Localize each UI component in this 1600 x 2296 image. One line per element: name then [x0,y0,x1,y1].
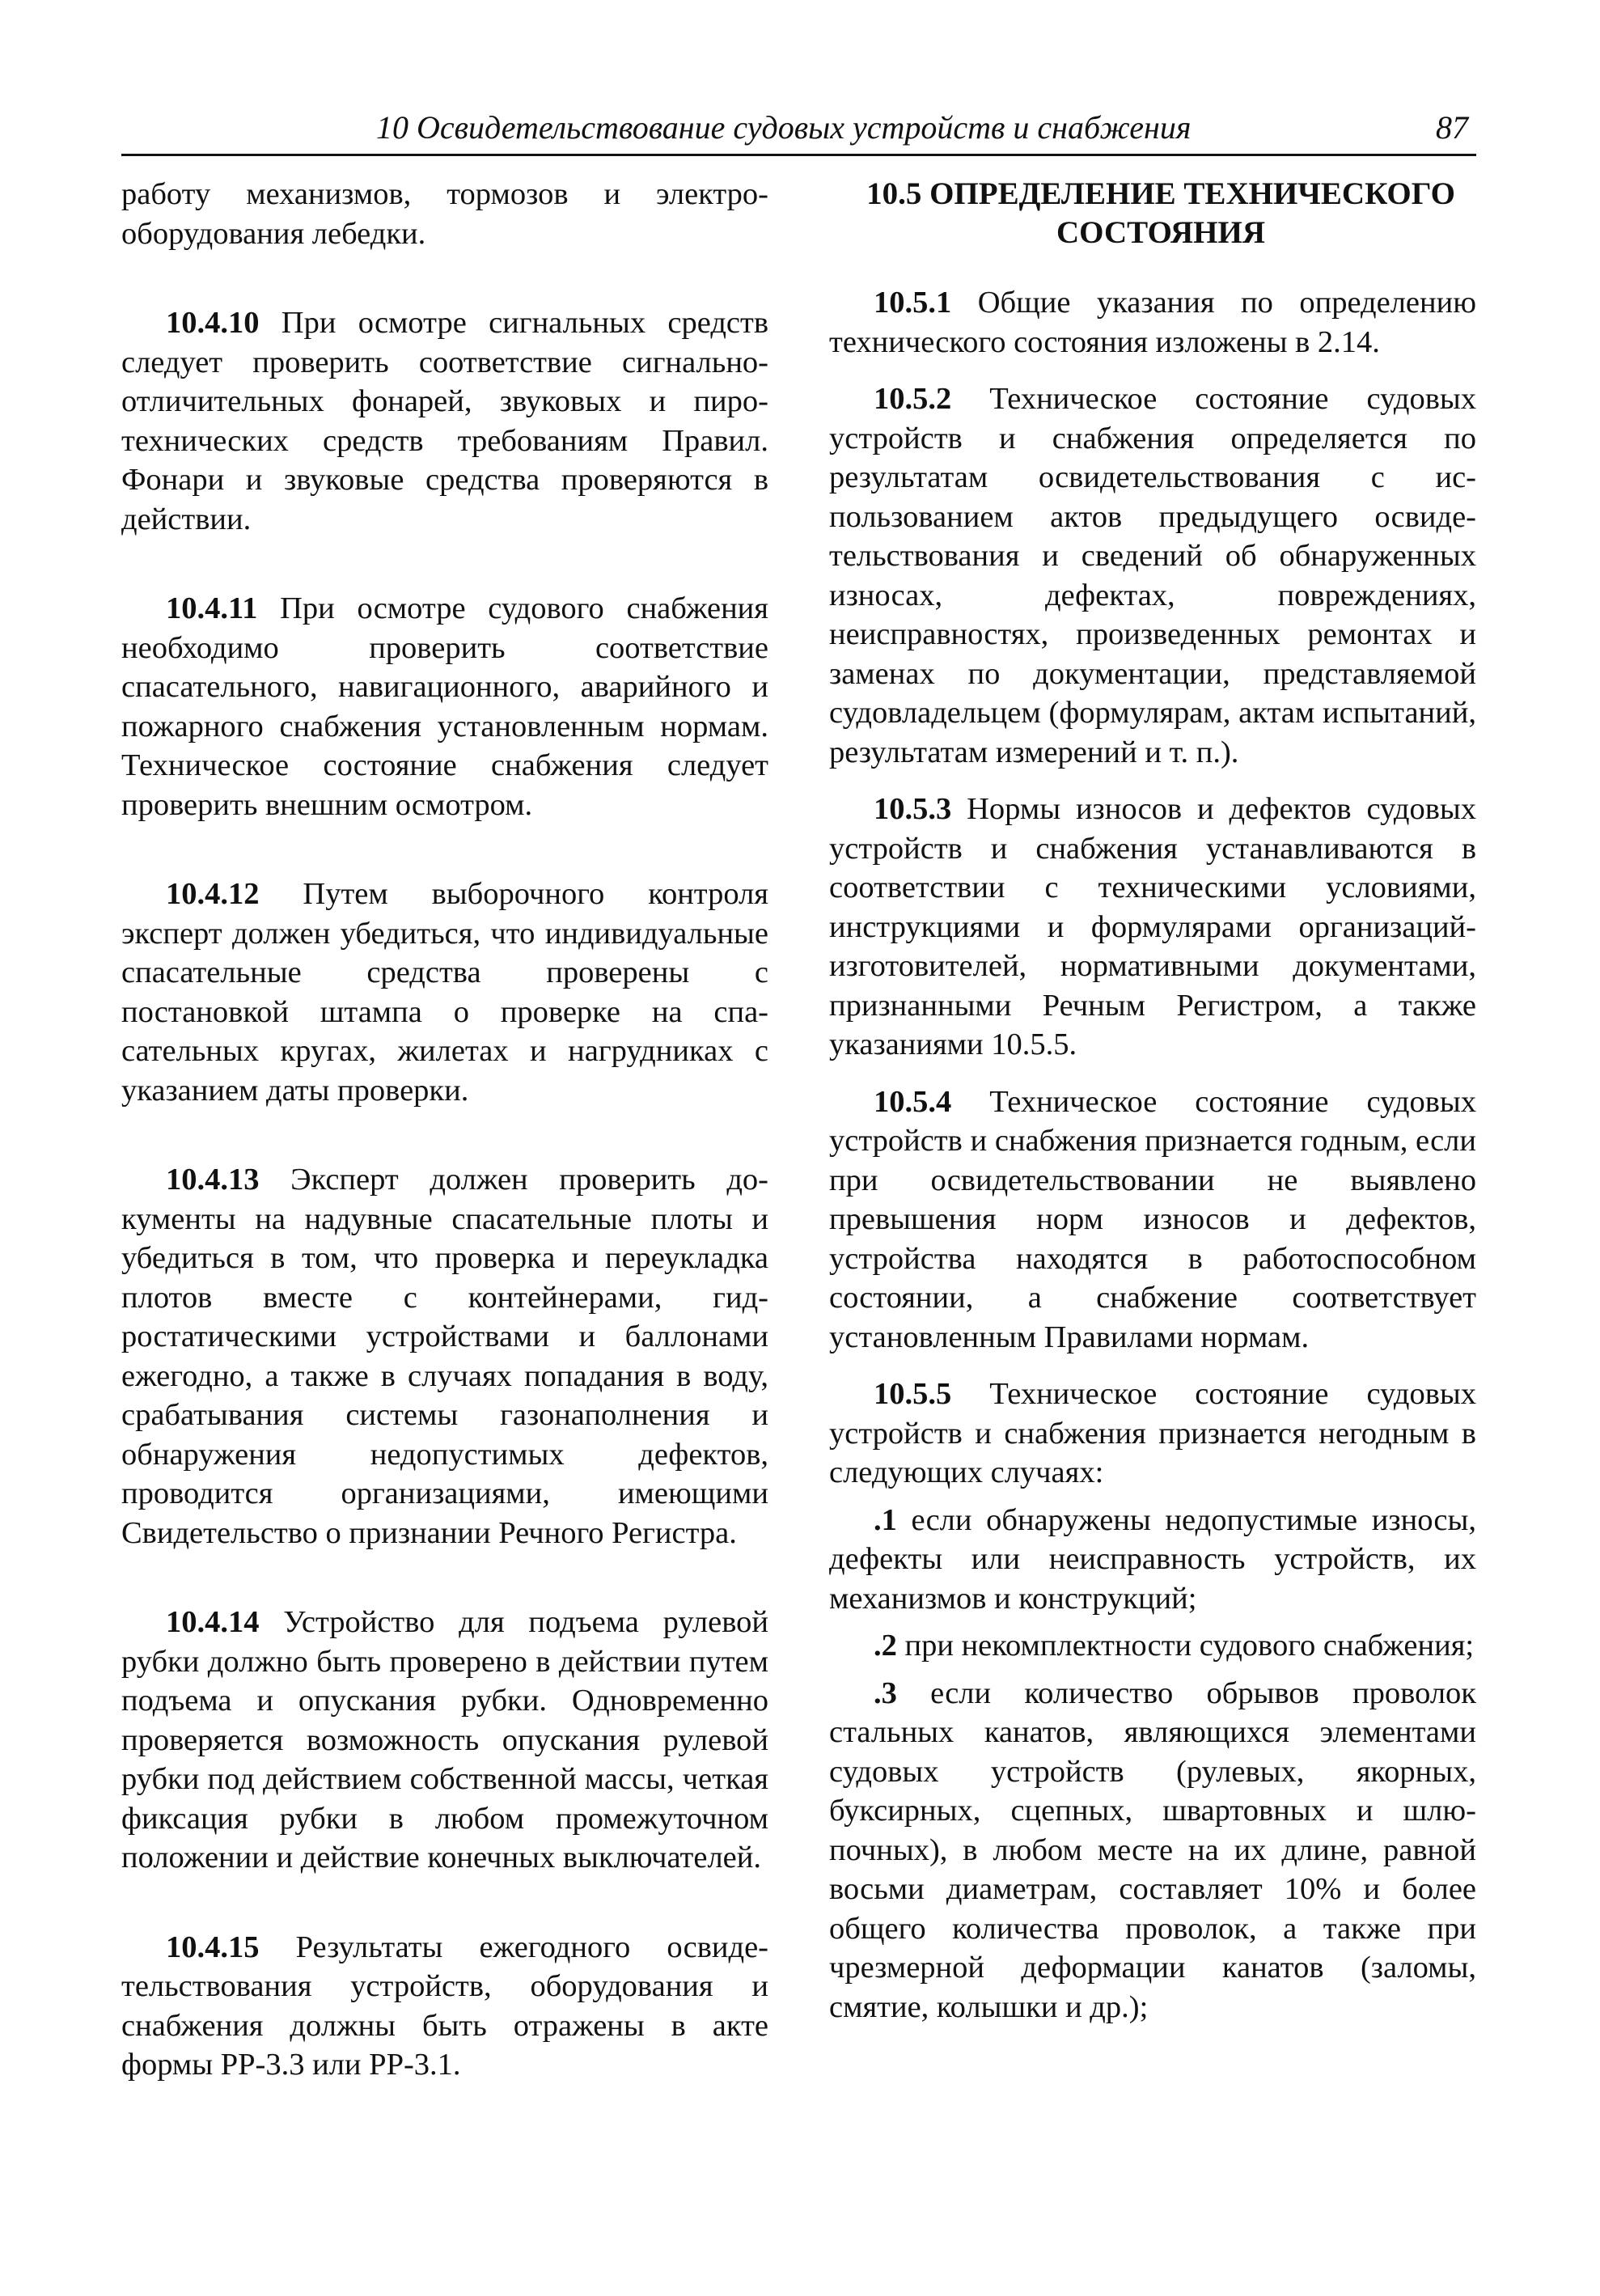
section-title [829,175,1476,252]
paragraph-text: Устройство для подъема рулевой рубки должно быть проверено в действии путем подъема и опускания рубки. Одновременно проверяется возможность опускания рулевой рубки под действием собственной массы, четкая фиксация рубки в любом промежуточном положении и действие конечных выключателей. [121,1605,768,1875]
paragraph-number: 10.4.14 [166,1605,260,1639]
paragraph-number: 10.5.4 [874,1084,952,1119]
item-text: при некомплектности судового снабжения; [896,1629,1475,1663]
two-column-body [121,175,1476,2085]
paragraph-10-4-11 [121,589,768,824]
page-number: 87 [1436,109,1468,146]
paragraph-text: Техническое состояние судовых устройств и снабжения признается годным, если при освидетельствовании не выявлено превышения норм износов и дефектов, устройства находятся в работоспособном состоянии, а снабжение соответствует установленным Правилами нормам. [829,1084,1476,1354]
paragraph-text: Эксперт должен проверить документы на надувные спасательные плоты и убедиться в том, что проверка и переукладка плотов вместе с контейнерами, гидростатическими устройствами и баллонами ежегодно, а также в случаях попадания в воду, срабатывания системы газонаполнения и обнаружения недопустимых дефектов, проводится организациями, имеющими Свидетельство о признании Речного Регистра. [121,1163,768,1550]
paragraph-10-4-13 [121,1160,768,1553]
paragraph-text: При осмотре сигнальных средств следует проверить соответствие сигнально-отличительных фонарей, звуковых и пиротехнических средств требованиям Правил. Фонари и звуковые средства проверяются в действии. [121,306,768,536]
paragraph-10-4-12 [121,875,768,1110]
document-page [121,105,1476,2192]
paragraph-number: 10.5.5 [874,1377,952,1411]
paragraph-text: Результаты ежегодного освидетельствования устройств, оборудования и снабжения должны быть отражены в акте формы РР-3.3 или РР-3.1. [121,1930,768,2082]
paragraph-text: Техническое состояние судовых устройств и снабжения определяется по результатам освидетельствования с использованием актов предыдущего освидетельствования и сведений об обнаруженных износах, дефектах, повреждениях, неисправностях, произведенных ремонтах и заменах по документации, представляемой судовладельцем (формулярам, актам испытаний, результатам измерений и т. п.). [829,382,1476,769]
paragraph-10-4-14 [121,1603,768,1878]
left-column [121,175,768,2085]
paragraph-10-4-15 [121,1928,768,2085]
paragraph-10-5-3 [829,790,1476,1065]
paragraph-10-5-1 [829,283,1476,362]
item-number: .2 [874,1629,897,1663]
paragraph-number: 10.4.11 [166,591,258,625]
paragraph-text: Путем выборочного контроля эксперт должен убедиться, что индивидуальные спасательные средства проверены с постановкой штампа о проверке на спасательных кругах, жилетах и нагрудниках с указанием даты проверки. [121,877,768,1108]
item-number: .1 [874,1502,897,1537]
paragraph-10-5-5 [829,1375,1476,1493]
list-item [829,1674,1476,2027]
paragraph-number: 10.4.12 [166,877,260,911]
paragraph-number: 10.5.1 [874,286,952,320]
paragraph-10-5-4 [829,1082,1476,1358]
paragraph-number: 10.4.15 [166,1930,260,1964]
paragraph-number: 10.5.2 [874,382,952,416]
item-text: если обнаружены недопустимые износы, дефекты или неисправность устройств, их механизмов и конструкций; [829,1502,1476,1616]
list-item [829,1501,1476,1619]
header-title: 10 Освидетельствование судовых устройств и снабжения [376,109,1192,146]
item-number: .3 [874,1675,897,1710]
paragraph-text: Общие указания по определению технического состояния изложены в 2.14. [829,286,1476,359]
paragraph-10-5-2 [829,379,1476,772]
section-title-line1: 10.5 ОПРЕДЕЛЕНИЕ ТЕХНИЧЕСКОГО [866,176,1455,211]
continued-text: работу механизмов, тормозов и электрооборудования лебедки. [121,177,768,251]
paragraph-10-4-10 [121,303,768,539]
right-column [829,175,1476,2085]
item-text: если количество обрывов проволок стальных канатов, являющихся элементами судовых устройств (рулевых, якорных, буксирных, сцепных, швартовных и шлюпочных), в любом месте на их длине, равной восьми диаметрам, составляет 10% и более общего количества проволок, а также при чрезмерной деформации канатов (заломы, смятие, колышки и др.); [829,1675,1476,2024]
paragraph-number: 10.4.10 [166,306,260,340]
running-header [121,105,1476,156]
paragraph-text: Техническое состояние судовых устройств и снабжения признается негодным в следующих случаях: [829,1377,1476,1489]
paragraph-number: 10.4.13 [166,1163,260,1197]
list-item [829,1626,1476,1666]
section-title-line2: СОСТОЯНИЯ [1056,215,1266,250]
paragraph-number: 10.5.3 [874,792,952,826]
paragraph-text: При осмотре судового снабжения необходимо проверить соответствие спасательного, навигационного, аварийного и пожарного снабжения установленным нормам. Техническое состояние снабжения следует проверить внешним осмотром. [121,591,768,822]
paragraph-text: Нормы износов и дефектов судовых устройств и снабжения устанавливаются в соответствии с техническими условиями, инструкциями и формулярами организаций-изготовителей, нормативными документами, признанными Речным Регистром, а также указаниями 10.5.5. [829,792,1476,1061]
